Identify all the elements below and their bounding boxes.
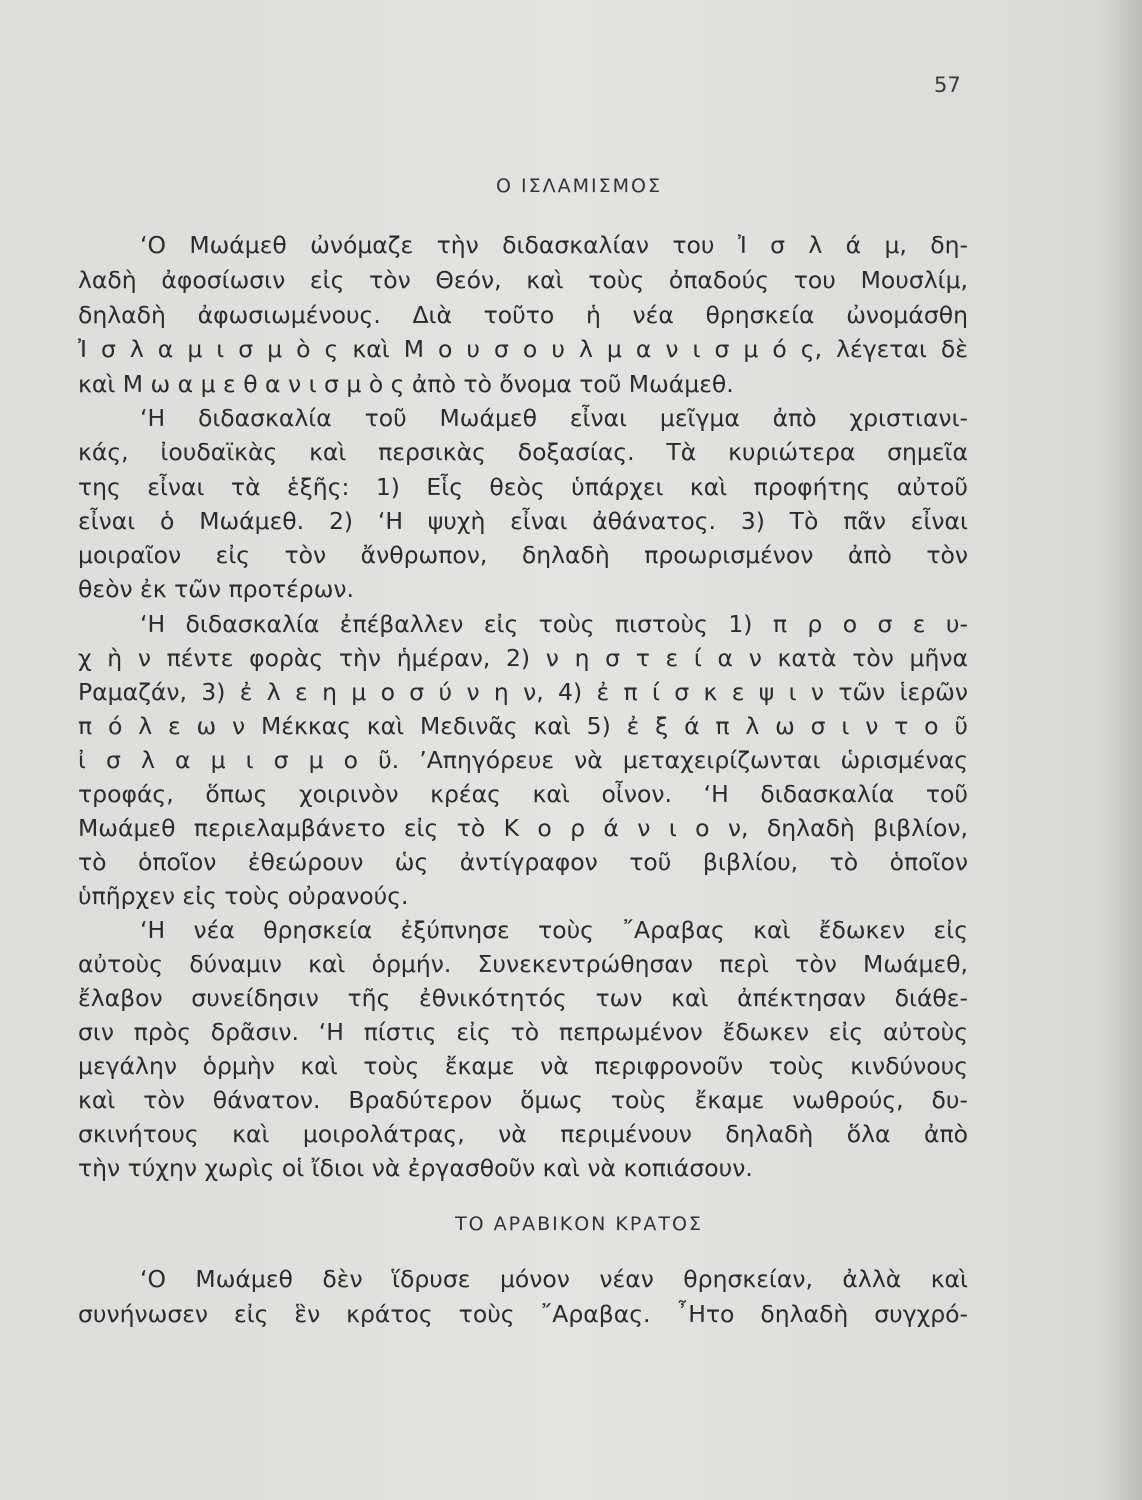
text-line: ὑπῆρχεν εἰς τοὺς οὐρανούς. bbox=[78, 882, 409, 910]
text-line: δηλαδὴ ἀφωσιωμένους. Διὰ τοῦτο ἡ νέα θρησκεία ὠνομάσθη bbox=[78, 301, 968, 329]
text-line: τὸ ὁποῖον ἐθεώρουν ὡς ἀντίγραφον τοῦ βιβλίου, τὸ ὁποῖον bbox=[78, 848, 968, 876]
text-line: συνήνωσεν εἰς ἓν κράτος τοὺς ῎Αραβας. ῏Ητο δηλαδὴ συγχρό- bbox=[78, 1300, 968, 1328]
text-line: σκινήτους καὶ μοιρολάτρας, νὰ περιμένουν δηλαδὴ ὅλα ἀπὸ bbox=[78, 1120, 968, 1148]
text-line: θεὸν ἐκ τῶν προτέρων. bbox=[78, 575, 354, 603]
text-line: κάς, ἰουδαϊκὰς καὶ περσικὰς δοξασίας. Τὰ κυριώτερα σημεῖα bbox=[78, 438, 968, 466]
text-line: τὴν τύχην χωρὶς οἱ ἴδιοι νὰ ἐργασθοῦν καὶ νὰ κοπιάσουν. bbox=[78, 1154, 753, 1182]
section-heading-islamism: Ο ΙΣΛΑΜΙΣΜΟΣ bbox=[496, 175, 662, 197]
text-line: Ραμαζάν, 3) ἐ λ ε η μ ο σ ύ ν η ν, 4) ἐ π ί σ κ ε ψ ι ν τῶν ἱερῶν bbox=[78, 678, 968, 706]
text-line: ‘Ο Μωάμεθ ὠνόμαζε τὴν διδασκαλίαν του Ἰ σ λ ά μ, δη- bbox=[140, 231, 968, 259]
text-line: ‘Ο Μωάμεθ δὲν ἵδρυσε μόνον νέαν θρησκείαν, ἀλλὰ καὶ bbox=[140, 1265, 968, 1293]
text-line: χ ὴ ν πέντε φορὰς τὴν ἡμέραν, 2) ν η σ τ ε ί α ν κατὰ τὸν μῆνα bbox=[78, 644, 968, 672]
text-line: λαδὴ ἀφοσίωσιν εἰς τὸν Θεόν, καὶ τοὺς ὀπαδούς του Μουσλίμ, bbox=[78, 266, 968, 294]
text-line: ἰ σ λ α μ ι σ μ ο ῦ. ’Απηγόρευε νὰ μεταχειρίζωνται ὡρισμένας bbox=[78, 746, 968, 774]
text-line: σιν πρὸς δρᾶσιν. ‘Η πίστις εἰς τὸ πεπρωμένον ἔδωκεν εἰς αὐτοὺς bbox=[78, 1018, 968, 1046]
text-line: ‘Η διδασκαλία ἐπέβαλλεν εἰς τοὺς πιστοὺς 1) π ρ ο σ ε υ- bbox=[140, 610, 968, 638]
text-line: μεγάλην ὁρμὴν καὶ τοὺς ἔκαμε νὰ περιφρονοῦν τοὺς κινδύνους bbox=[78, 1052, 968, 1080]
text-line: ἔλαβον συνείδησιν τῆς ἐθνικότητός των καὶ ἀπέκτησαν διάθε- bbox=[78, 984, 968, 1012]
text-line: καὶ Μ ω α μ ε θ α ν ι σ μ ὸ ς ἀπὸ τὸ ὄνομα τοῦ Μωάμεθ. bbox=[78, 370, 734, 398]
text-line: ‘Η νέα θρησκεία ἐξύπνησε τοὺς ῎Αραβας καὶ ἔδωκεν εἰς bbox=[140, 916, 968, 944]
text-line: Ἰ σ λ α μ ι σ μ ὸ ς καὶ Μ ο υ σ ο υ λ μ α ν ι σ μ ό ς, λέγεται δὲ bbox=[78, 335, 968, 363]
text-line: εἶναι ὁ Μωάμεθ. 2) ‘Η ψυχὴ εἶναι ἀθάνατος. 3) Τὸ πᾶν εἶναι bbox=[78, 507, 968, 535]
text-line: της εἶναι τὰ ἑξῆς: 1) Εἷς θεὸς ὑπάρχει καὶ προφήτης αὐτοῦ bbox=[78, 473, 968, 501]
section-heading-arab-state: ΤΟ ΑΡΑΒΙΚΟΝ ΚΡΑΤΟΣ bbox=[455, 1213, 703, 1235]
text-line: μοιραῖον εἰς τὸν ἄνθρωπον, δηλαδὴ προωρισμένον ἀπὸ τὸν bbox=[78, 541, 968, 569]
text-line: ‘Η διδασκαλία τοῦ Μωάμεθ εἶναι μεῖγμα ἀπὸ χριστιανι- bbox=[140, 404, 968, 432]
text-line: Μωάμεθ περιελαμβάνετο εἰς τὸ Κ ο ρ ά ν ι ο ν, δηλαδὴ βιβλίον, bbox=[78, 814, 968, 842]
text-line: αὐτοὺς δύναμιν καὶ ὁρμήν. Συνεκεντρώθησαν περὶ τὸν Μωάμεθ, bbox=[78, 950, 968, 978]
text-line: π ό λ ε ω ν Μέκκας καὶ Μεδινᾶς καὶ 5) ἐ ξ ά π λ ω σ ι ν τ ο ῦ bbox=[78, 712, 968, 740]
text-line: καὶ τὸν θάνατον. Βραδύτερον ὅμως τοὺς ἔκαμε νωθρούς, δυ- bbox=[78, 1086, 968, 1114]
page-number: 57 bbox=[934, 73, 961, 97]
text-line: τροφάς, ὅπως χοιρινὸν κρέας καὶ οἶνον. ‘Η διδασκαλία τοῦ bbox=[78, 780, 968, 808]
